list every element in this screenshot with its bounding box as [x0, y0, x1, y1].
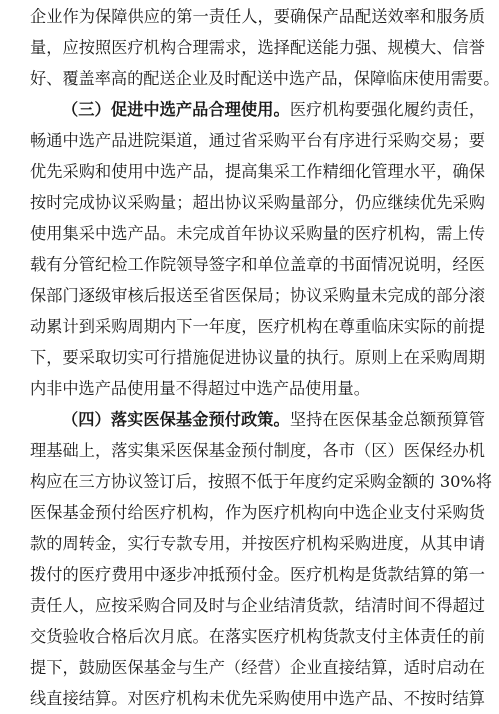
- section-3-first-line: [62, 95, 485, 125]
- section-3-heading: （三）促进中选产品合理使用。: [62, 100, 290, 119]
- body-text-line: 畅通中选产品进院渠道，通过省采购平台有序进行采购交易；要: [30, 131, 485, 150]
- body-text-line: 保部门逐级审核后报送至省医保局；协议采购量未完成的部分滚: [30, 286, 485, 305]
- body-text-line: 理基础上，落实集采医保基金预付制度，各市（区）医保经办机: [30, 441, 485, 460]
- body-text-line: 提下，鼓励医保基金与生产（经营）企业直接结算，适时启动在: [30, 658, 485, 677]
- body-text-line: 动累计到采购周期内下一年度，医疗机构在尊重临床实际的前提: [30, 317, 485, 336]
- body-text-line: 线直接结算。对医疗机构未优先采购使用中选产品、不按时结算: [30, 689, 485, 708]
- body-text-line: 使用集采中选产品。未完成首年协议采购量的医疗机构，需上传: [30, 224, 485, 243]
- section-3-first-line-text: 医疗机构要强化履约责任，: [289, 100, 486, 119]
- body-text-line: 内非中选产品使用量不得超过中选产品使用量。: [30, 379, 370, 398]
- body-text-line: 构应在三方协议签订后，按照不低于年度约定采购金额的 30%将: [30, 472, 492, 491]
- body-text-line: 企业作为保障供应的第一责任人，要确保产品配送效率和服务质: [30, 7, 485, 26]
- section-4-first-line-text: 坚持在医保基金总额预算管: [289, 410, 486, 429]
- body-text-line: 载有分管纪检工作院领导签字和单位盖章的书面情况说明，经医: [30, 255, 485, 274]
- body-text-line: 责任人，应按采购合同及时与企业结清货款，结清时间不得超过: [30, 596, 485, 615]
- section-4-first-line: [62, 405, 485, 435]
- body-text-line: 量，应按照医疗机构合理需求，选择配送能力强、规模大、信誉: [30, 38, 485, 57]
- body-text-line: 拨付的医疗费用中逐步冲抵预付金。医疗机构是货款结算的第一: [30, 565, 485, 584]
- body-text-line: 交货验收合格后次月底。在落实医疗机构货款支付主体责任的前: [30, 627, 485, 646]
- body-text-line: 好、覆盖率高的配送企业及时配送中选产品，保障临床使用需要。: [30, 69, 499, 88]
- body-text-line: 优先采购和使用中选产品，提高集采工作精细化管理水平，确保: [30, 162, 485, 181]
- section-4-heading: （四）落实医保基金预付政策。: [62, 410, 290, 429]
- body-text-line: 下，要采取切实可行措施促进协议量的执行。原则上在采购周期: [30, 348, 485, 367]
- body-text-line: 按时完成协议采购量；超出协议采购量部分，仍应继续优先采购: [30, 193, 485, 212]
- body-text-line: 医保基金预付给医疗机构，作为医疗机构向中选企业支付采购货: [30, 503, 485, 522]
- body-text-line: 款的周转金，实行专款专用，并按医疗机构采购进度，从其申请: [30, 534, 485, 553]
